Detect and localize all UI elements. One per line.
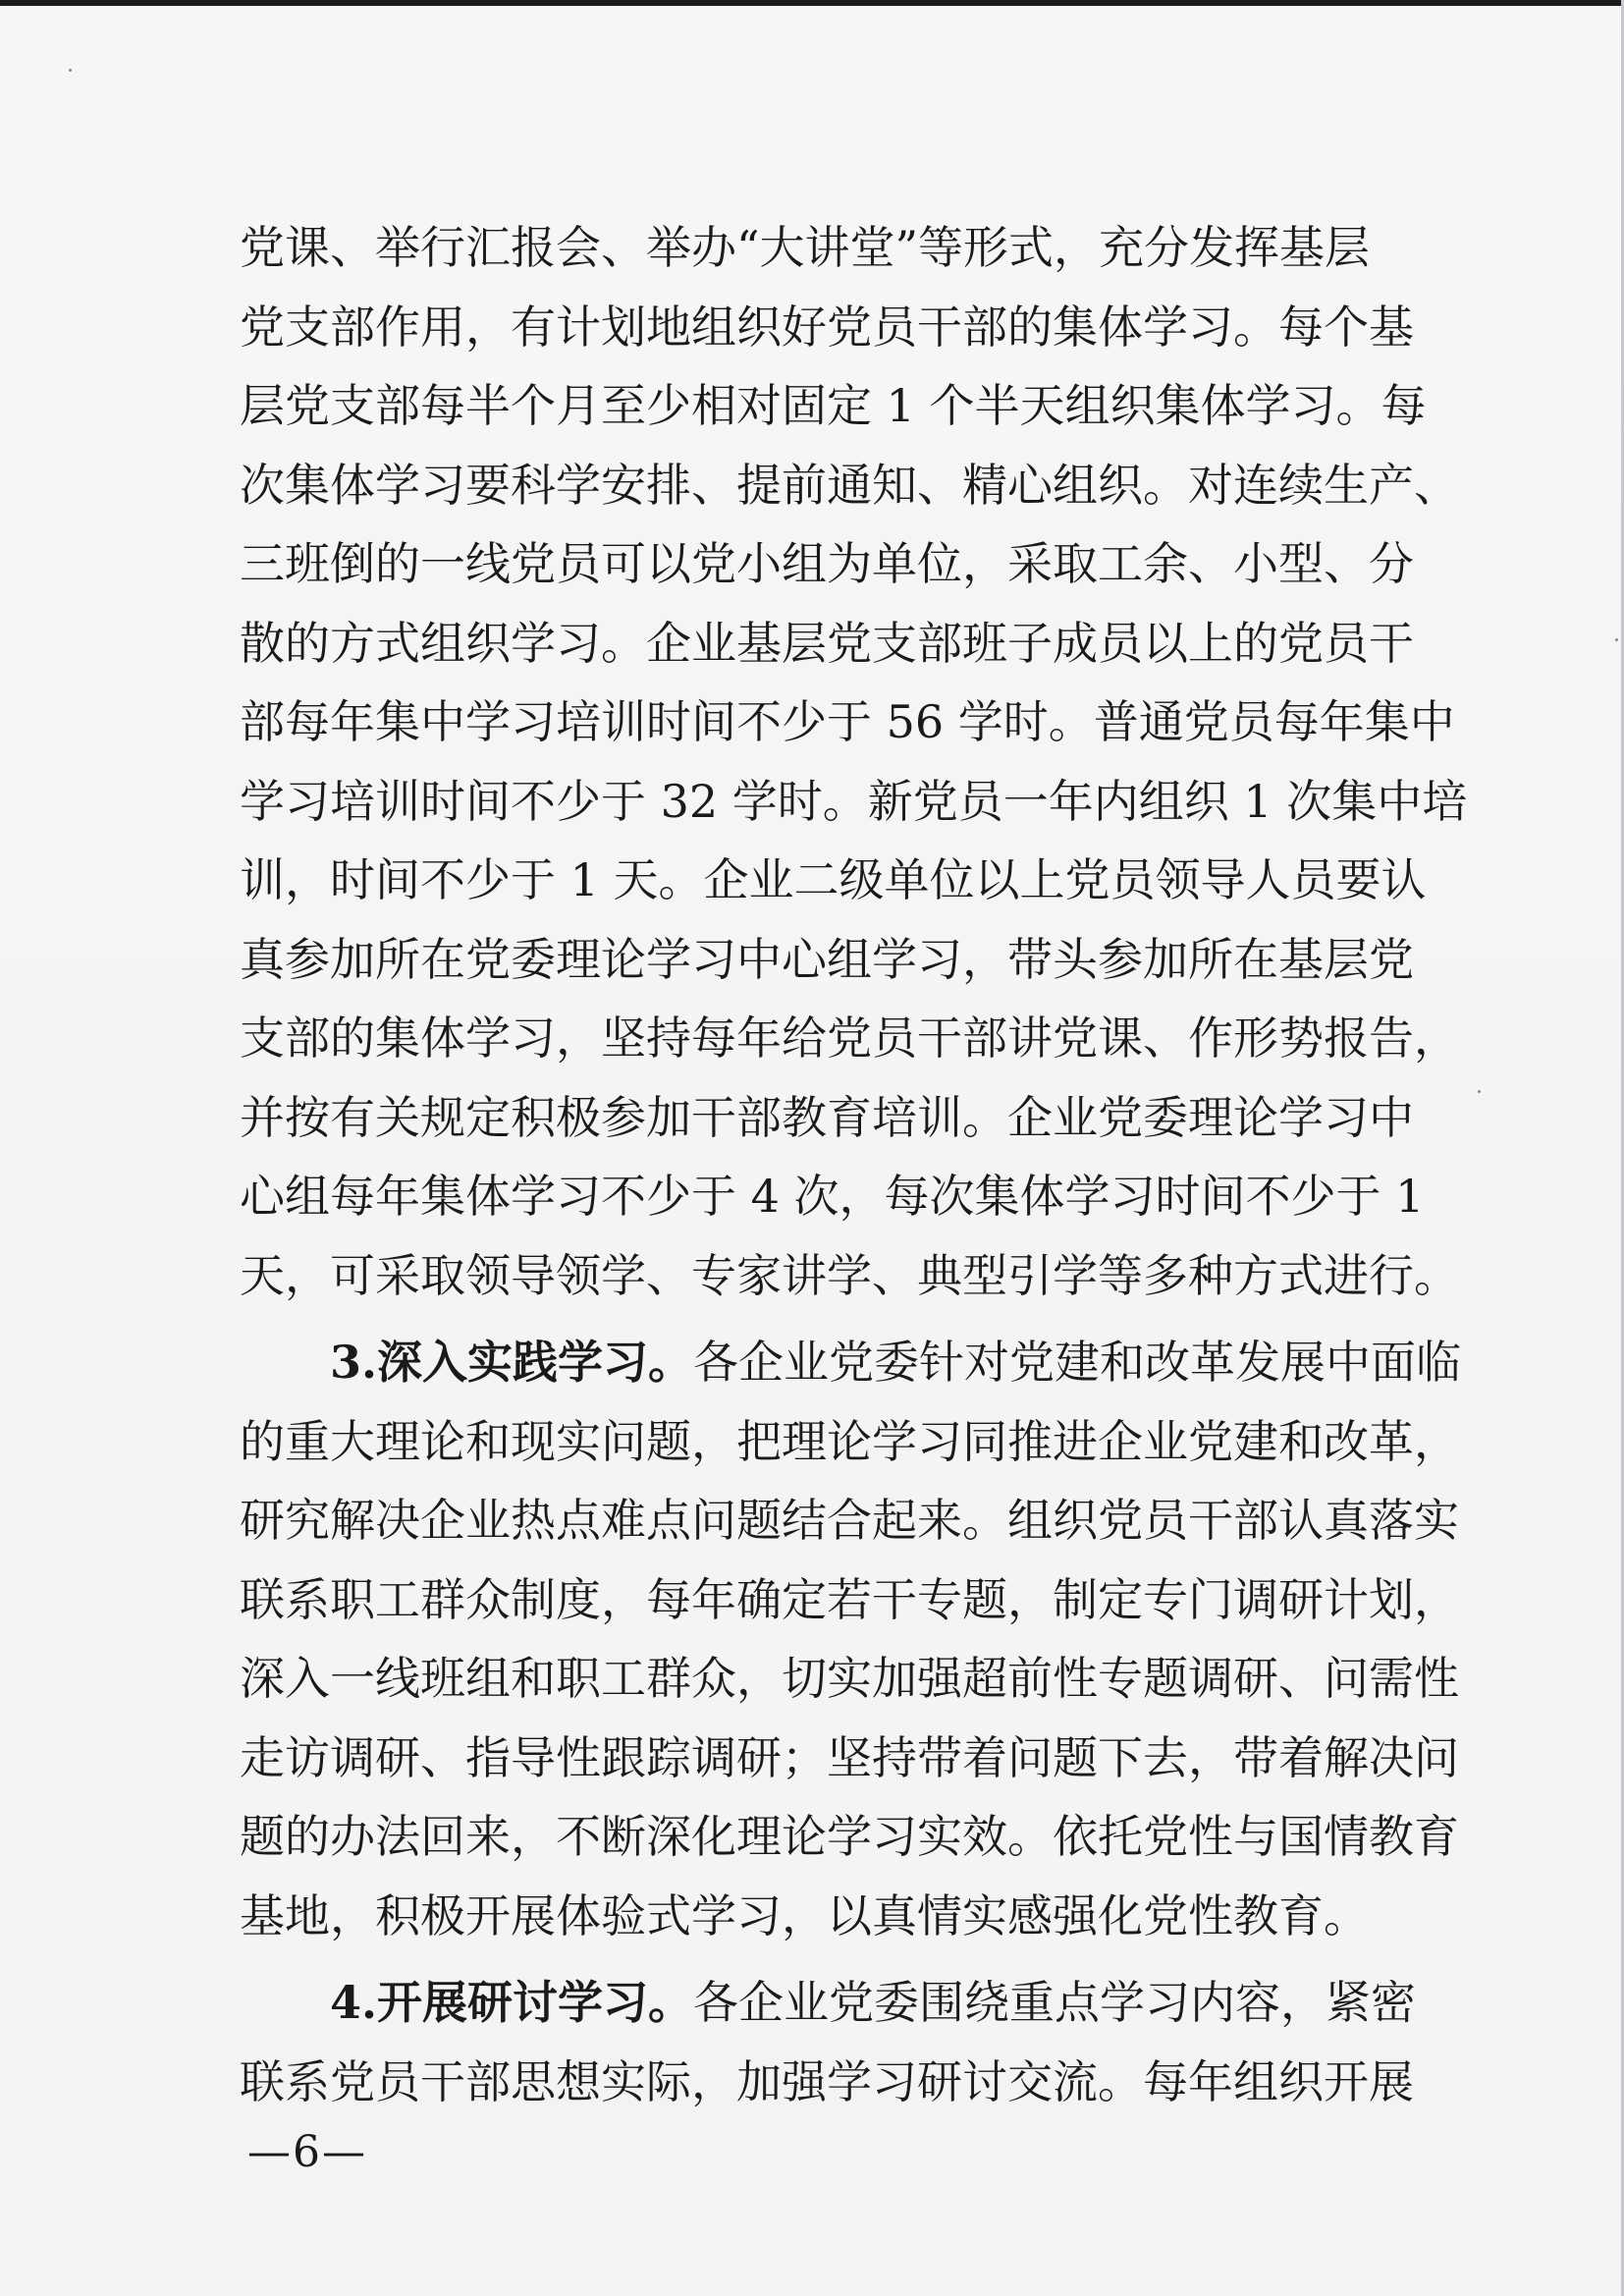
text-line: 题的办法回来，不断深化理论学习实效。依托党性与国情教育 — [240, 1810, 1459, 1863]
paragraph-2 — [240, 1323, 1462, 1955]
text-line: 党支部作用，有计划地组织好党员干部的集体学习。每个基 — [240, 300, 1414, 354]
text-line: 真参加所在党委理论学习中心组学习，带头参加所在基层党 — [240, 932, 1414, 986]
text-line: 的重大理论和现实问题，把理论学习同推进企业党建和改革， — [240, 1414, 1459, 1468]
text-line: 天，可采取领导领学、专家讲学、典型引学等多种方式进行。 — [240, 1248, 1459, 1302]
text-line: 研究解决企业热点难点问题结合起来。组织党员干部认真落实 — [240, 1494, 1459, 1547]
text-line: 党课、举行汇报会、举办“大讲堂”等形式，充分发挥基层 — [240, 221, 1371, 274]
text-run: 各企业党委围绕重点学习内容，紧密 — [693, 1976, 1417, 2029]
paragraph-3 — [240, 1963, 1417, 2121]
text-line: 深入一线班组和职工群众，切实加强超前性专题调研、问需性 — [240, 1652, 1459, 1705]
body-text — [240, 208, 1468, 2121]
text-run: 各企业党委针对党建和改革发展中面临 — [693, 1336, 1462, 1389]
text-line: 心组每年集体学习不少于 4 次，每次集体学习时间不少于 1 — [240, 1170, 1425, 1223]
text-line: 散的方式组织学习。企业基层党支部班子成员以上的党员干 — [240, 616, 1414, 670]
section-heading: 3.深入实践学习。 — [330, 1336, 694, 1389]
text-line: 支部的集体学习，坚持每年给党员干部讲党课、作形势报告， — [240, 1011, 1459, 1065]
paragraph-first-line — [240, 1323, 1462, 1402]
text-line: 走访调研、指导性跟踪调研；坚持带着问题下去，带着解决问 — [240, 1730, 1459, 1784]
text-line: 并按有关规定积极参加干部教育培训。企业党委理论学习中 — [240, 1090, 1414, 1144]
text-line: 部每年集中学习培训时间不少于 56 学时。普通党员每年集中 — [240, 695, 1455, 748]
paragraph-1 — [240, 208, 1468, 1315]
scan-top-edge — [0, 0, 1624, 6]
text-line: 层党支部每半个月至少相对固定 1 个半天组织集体学习。每 — [240, 379, 1427, 432]
text-line: 学习培训时间不少于 32 学时。新党员一年内组织 1 次集中培 — [240, 774, 1468, 828]
section-heading: 4.开展研讨学习。 — [330, 1976, 694, 2029]
scan-speck — [1615, 638, 1618, 641]
scan-speck — [1478, 1090, 1481, 1093]
text-line: 联系党员干部思想实际，加强学习研讨交流。每年组织开展 — [240, 2054, 1414, 2108]
text-line: 训，时间不少于 1 天。企业二级单位以上党员领导人员要认 — [240, 853, 1427, 906]
page-number: —6— — [247, 2127, 367, 2177]
paragraph-first-line — [240, 1963, 1417, 2043]
text-line: 联系职工群众制度，每年确定若干专题，制定专门调研计划， — [240, 1572, 1459, 1626]
text-line: 次集体学习要科学安排、提前通知、精心组织。对连续生产、 — [240, 458, 1459, 512]
scan-speck — [69, 69, 72, 72]
text-line: 基地，积极开展体验式学习，以真情实感强化党性教育。 — [240, 1888, 1369, 1942]
text-line: 三班倒的一线党员可以党小组为单位，采取工余、小型、分 — [240, 537, 1414, 590]
